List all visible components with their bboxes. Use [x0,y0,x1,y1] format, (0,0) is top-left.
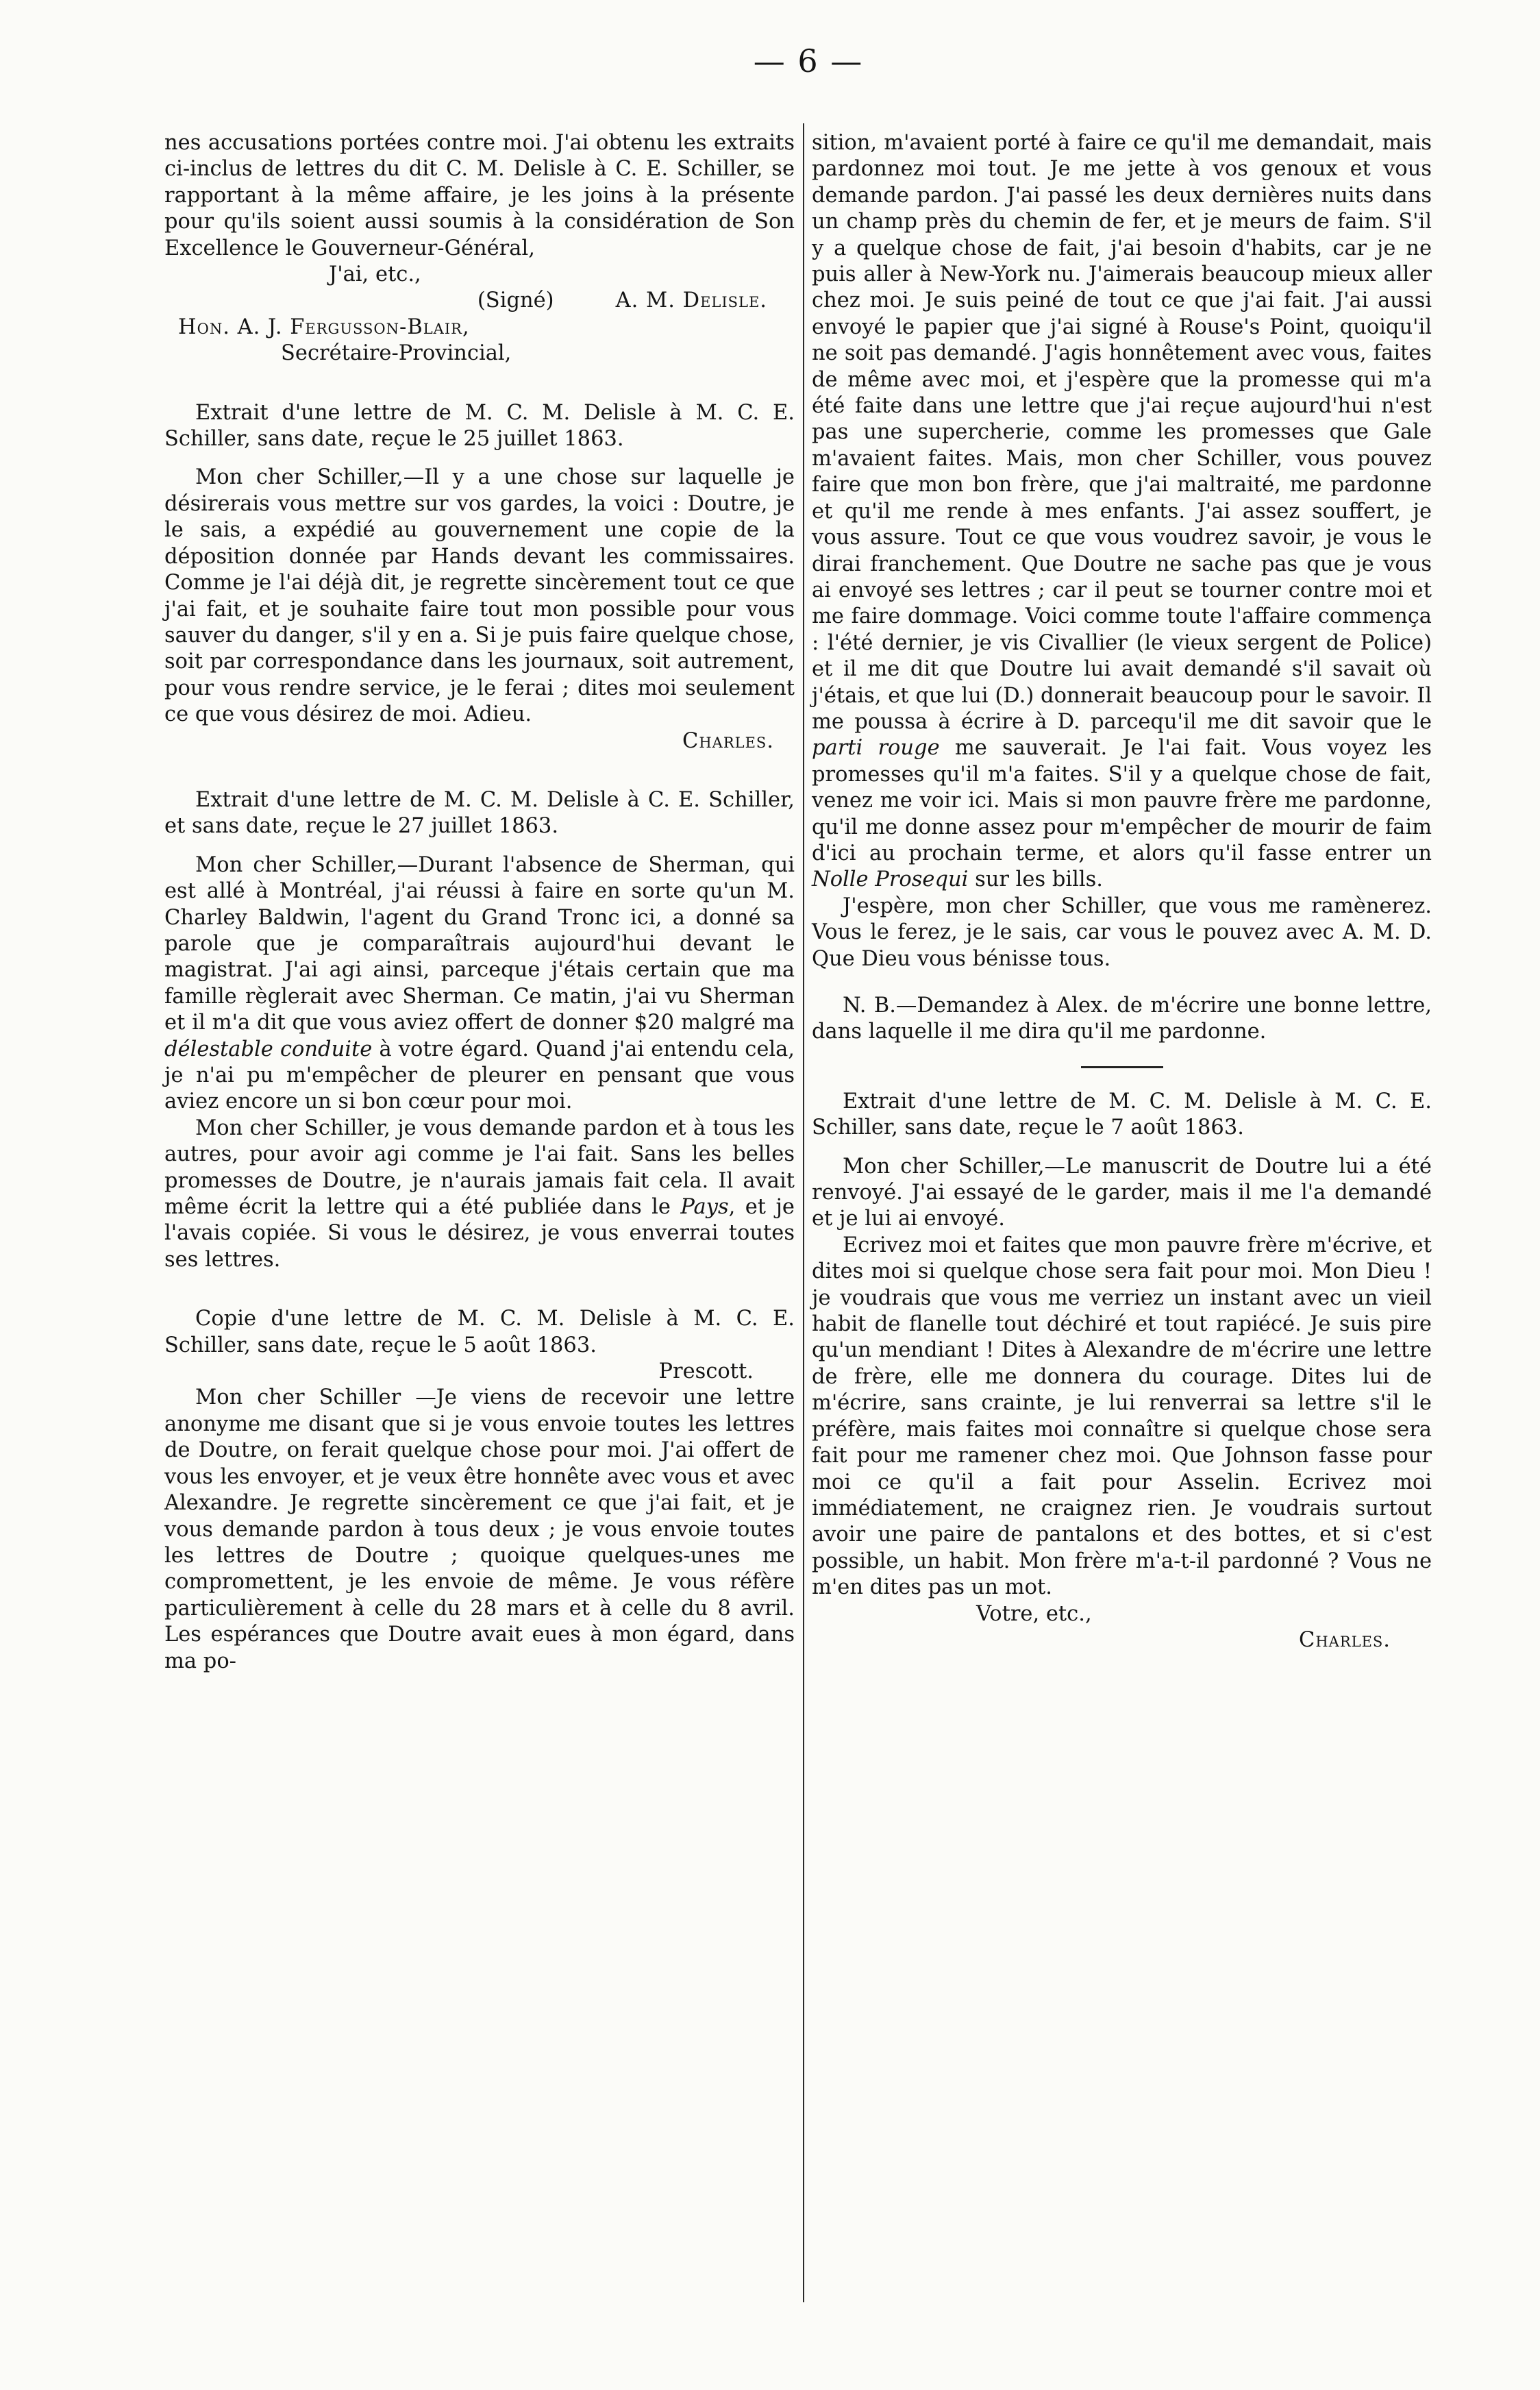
extract-4-header: Extrait d'une lettre de M. C. M. Delisle à M. C. E. Schiller, sans date, reçue le 7 août 1863. [812,1089,1432,1140]
signer-name: A. M. Delisle. [615,288,767,313]
column-rule [803,123,804,2302]
extract-4-body-1: Mon cher Schiller,—Le manuscrit de Doutre lui a été renvoyé. J'ai essayé de le garder, mais il me l'a demandé et je lui ai envoyé. [812,1154,1432,1231]
page-number: — 6 — [753,42,864,79]
signature-line [164,288,795,314]
extract-2-body-2: Mon cher Schiller, je vous demande pardon et à tous les autres, pour avoir agi comme je l'ai fait. Sans les belles promesses de Doutre, je n'aurais jamais fait cela. Il avait même écrit la lettre qui a été publiée dans le Pays, et je l'avais copiée. Si vous le désirez, je vous enverrai toutes ses lettres. [164,1116,795,1272]
nota-bene: N. B.—Demandez à Alex. de m'écrire une bonne lettre, dans laquelle il me dira qu'il me pardonne. [812,994,1432,1044]
addressee-title: Secrétaire-Provincial, [281,341,512,366]
emphasis-text: Pays [680,1195,729,1220]
extract-3-continuation: sition, m'avaient porté à faire ce qu'il me demandait, mais pardonnez moi tout. Je me jette à vos genoux et vous demande pardon. J'ai passé les deux dernières nuits dans un champ près du chemin de fer, et je meurs de faim. S'il y a quelque chose de fait, j'ai besoin d'habits, car je ne puis aller à New-York nu. J'aimerais beaucoup mieux aller chez moi. Je suis peiné de tout ce que j'ai fait. J'ai aussi envoyé le papier que j'ai signé à Rouse's Point, quoiqu'il ne soit pas demandé. J'agis honnêtement avec vous, faites de même avec moi, et j'espère que la promesse qui m'a été faite dans une lettre que j'ai reçue aujourd'hui n'est pas une supercherie, comme les promesses que Gale m'avaient faites. Mais, mon cher Schiller, vous pouvez faire que mon bon frère, que j'ai maltraité, me pardonne et qu'il me rende à mes enfants. J'ai assez souffert, je vous assure. Tout ce que vous voudrez savoir, je vous le dirai franchement. Que Doutre ne sache pas que je vous ai envoyé ses lettres ; car il peut se tourner contre moi et me faire dommage. Voici comme toute l'affaire commença : l'été dernier, je vis Civallier (le vieux sergent de Police) et il me dit que Doutre lui avait demandé s'il savait où j'étais, et que lui (D.) donnerait beaucoup pour le savoir. Il me poussa à écrire à D. parcequ'il me dit savoir que le parti rouge me sauverait. Je l'ai fait. Vous voyez les promesses qu'il m'a faites. S'il y a quelque chose de fait, venez me voir ici. Mais si mon pauvre frère me pardonne, qu'il me donne assez pour m'empêcher de mourir de faim d'ici au prochain terme, et alors qu'il fasse entrer un Nolle Prosequi sur les bills. [812,131,1432,892]
extract-1-header: Extrait d'une lettre de M. C. M. Delisle à M. C. E. Schiller, sans date, reçue le 25 juillet 1863. [164,400,795,452]
extract-3-header: Copie d'une lettre de M. C. M. Delisle à M. C. E. Schiller, sans date, reçue le 5 août 1863. [164,1307,795,1357]
extract-3-body: Mon cher Schiller —Je viens de recevoir une lettre anonyme me disant que si je vous envoie toutes les lettres de Doutre, on ferait quelque chose pour moi. J'ai offert de vous les envoyer, et je veux être honnête avec vous et avec Alexandre. Je regrette sincèrement ce que j'ai fait, et je vous demande pardon à tous deux ; je vous envoie toutes les lettres de Doutre ; quoique quelques-unes me compromettent, je les envoie de même. Je vous réfère particulièrement à celle du 28 mars et à celle du 8 avril. Les espérances que Doutre avait eues à mon égard, dans ma po- [164,1385,795,1673]
emphasis-text: délestable conduite [164,1037,373,1061]
emphasis-text: parti rouge [812,736,940,761]
extract-1-body: Mon cher Schiller,—Il y a une chose sur laquelle je désirerais vous mettre sur vos gardes, la voici : Doutre, je le sais, a expédié au gouvernement une copie de la déposition donnée par Hands devant les commissaires. Comme je l'ai déjà dit, je regrette sincèrement tout ce que j'ai fait, et je souhaite faire tout mon possible pour vous sauver du danger, s'il y en a. Si je puis faire quelque chose, soit par correspondance dans les journaux, soit autrement, pour vous rendre service, je le ferai ; dites moi seulement ce que vous désirez de moi. Adieu. [164,465,795,727]
addressee-name: Hon. A. J. Fergusson-Blair, [178,315,470,339]
extract-4-body-2: Ecrivez moi et faites que mon pauvre frère m'écrive, et dites moi si quelque chose sera fait pour moi. Mon Dieu ! je voudrais que vous me verriez un instant avec un vieil habit de flanelle tout déchiré et tout rapiécé. Je suis pire qu'un mendiant ! Dites à Alexandre de m'écrire une lettre de frère, elle me donnera du courage. Dites lui de m'écrire, sans crainte, je lui renverrai sa lettre s'il le préfère, mais faites moi connaître si quelque chose sera fait pour me ramener chez moi. Que Johnson fasse pour moi ce qu'il a fait pour Asselin. Ecrivez moi immédiatement, ne craignez rien. Je voudrais surtout avoir une paire de pantalons et des bottes, et si c'est possible, un habit. Mon frère m'a-t-il pardonné ? Vous ne m'en dites pas un mot. [812,1233,1432,1600]
left-column [164,130,795,1675]
extract-2-header: Extrait d'une lettre de M. C. M. Delisle à C. E. Schiller, et sans date, reçue le 27 juillet 1863. [164,787,795,839]
emphasis-text: Nolle Prosequi [812,867,969,892]
paragraph-accusations: nes accusations portées contre moi. J'ai obtenu les extraits ci-inclus de lettres du dit C. M. Delisle à C. E. Schiller, se rapportant à la même affaire, je les joins à la présente pour qu'ils soient aussi soumis à la considération de Son Excellence le Gouverneur-Général, [164,131,795,260]
extract-2-body-1: Mon cher Schiller,—Durant l'absence de Sherman, qui est allé à Montréal, j'ai réussi à faire en sorte qu'un M. Charley Baldwin, l'agent du Grand Tronc ici, a donné sa parole que je comparaîtrais aujourd'hui devant le magistrat. J'ai agi ainsi, parceque j'étais certain que ma famille règlerait avec Sherman. Ce matin, j'ai vu Sherman et il m'a dit que vous aviez offert de donner $20 malgré ma délestable conduite à votre égard. Quand j'ai entendu cela, je n'ai pu m'empêcher de pleurer en pensant que vous aviez encore un si bon cœur pour moi. [164,852,795,1114]
extract-1-signature: Charles. [682,728,774,753]
extract-3-closing-paragraph: J'espère, mon cher Schiller, que vous me ramènerez. Vous le ferez, je le sais, car vous le pouvez avec A. M. D. Que Dieu vous bénisse tous. [812,894,1432,971]
signed-label: (Signé) [477,288,554,313]
extract-4-signature: Charles. [1299,1627,1391,1652]
closing-formula: J'ai, etc., [329,262,421,287]
extract-4-closing: Votre, etc., [976,1601,1092,1626]
extract-3-place: Prescott. [658,1359,754,1384]
right-column [812,130,1432,1653]
